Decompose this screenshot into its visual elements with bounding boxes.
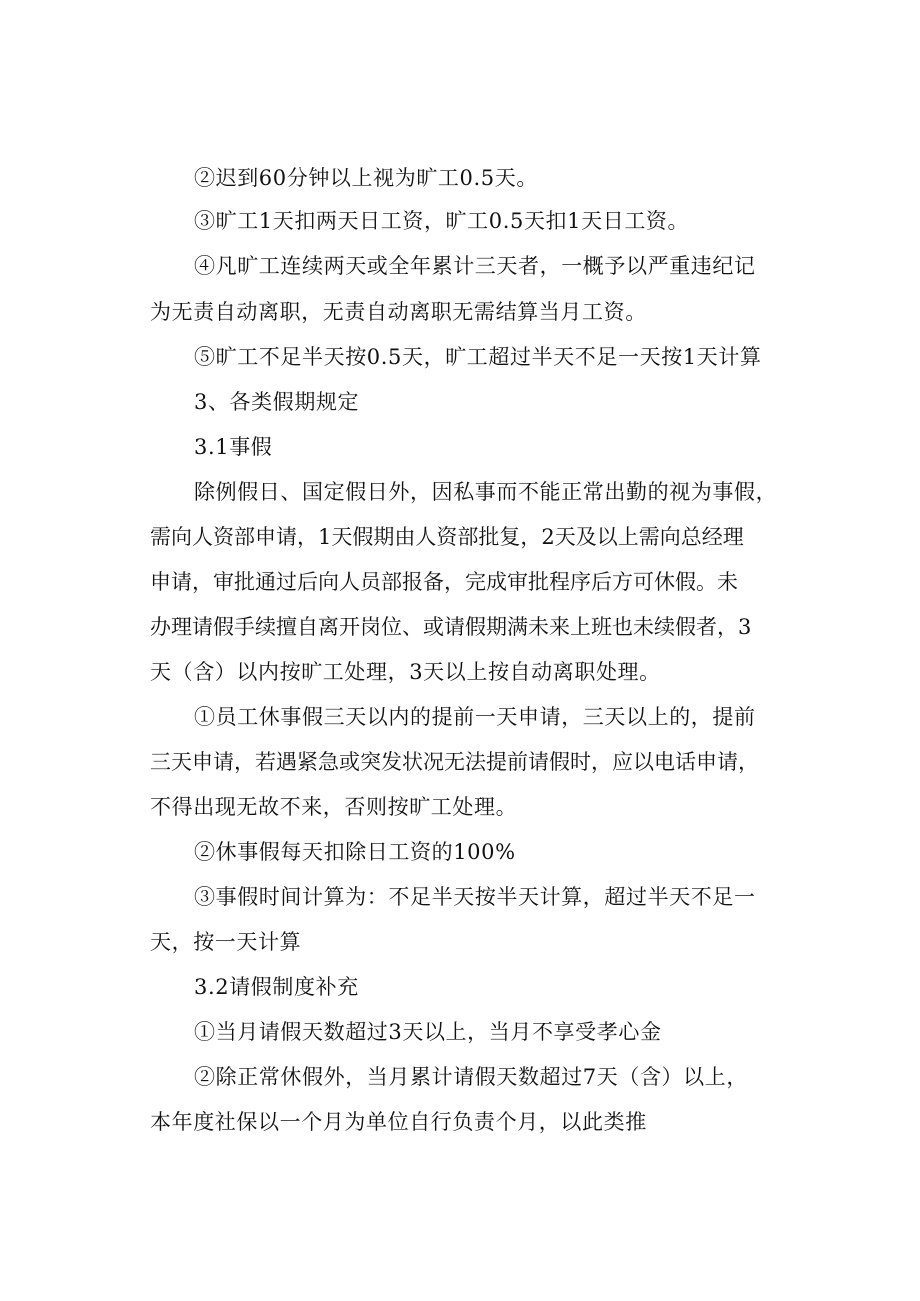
text-line: 办理请假手续擅自离开岗位、或请假期满未来上班也未续假者，3 — [150, 615, 752, 639]
text-line: ①当月请假天数超过3天以上，当月不享受孝心金 — [194, 1020, 662, 1044]
text-line: ②休事假每天扣除日工资的100% — [194, 840, 516, 864]
text-line: 需向人资部申请，1天假期由人资部批复，2天及以上需向总经理 — [150, 525, 744, 549]
text-line: 除例假日、国定假日外，因私事而不能正常出勤的视为事假， — [194, 480, 778, 504]
subsection-heading: 3.2请假制度补充 — [194, 975, 359, 999]
text-line: 三天申请，若遇紧急或突发状况无法提前请假时，应以电话申请， — [150, 750, 759, 774]
text-line: ①员工休事假三天以内的提前一天申请，三天以上的，提前 — [194, 705, 756, 729]
text-line: ③旷工1天扣两天日工资，旷工0.5天扣1天日工资。 — [194, 209, 690, 233]
text-line: 本年度社保以一个月为单位自行负责个月，以此类推 — [150, 1110, 647, 1134]
text-line: ⑤旷工不足半天按0.5天，旷工超过半天不足一天按1天计算 — [194, 345, 762, 369]
section-heading: 3、各类假期规定 — [194, 390, 360, 414]
text-line: 申请，审批通过后向人员部报备，完成审批程序后方可休假。未 — [150, 570, 738, 594]
text-line: 天（含）以内按旷工处理，3天以上按自动离职处理。 — [150, 660, 661, 684]
text-line: ③事假时间计算为：不足半天按半天计算，超过半天不足一 — [194, 885, 756, 909]
text-line: 天，按一天计算 — [150, 930, 302, 954]
text-line: 为无责自动离职，无责自动离职无需结算当月工资。 — [150, 300, 647, 324]
text-line: ④凡旷工连续两天或全年累计三天者，一概予以严重违纪记 — [194, 254, 756, 278]
text-line: ②除正常休假外，当月累计请假天数超过7天（含）以上， — [194, 1065, 748, 1089]
text-line: 不得出现无故不来，否则按旷工处理。 — [150, 795, 518, 819]
text-line: ②迟到60分钟以上视为旷工0.5天。 — [194, 166, 538, 190]
subsection-heading: 3.1事假 — [194, 435, 273, 459]
